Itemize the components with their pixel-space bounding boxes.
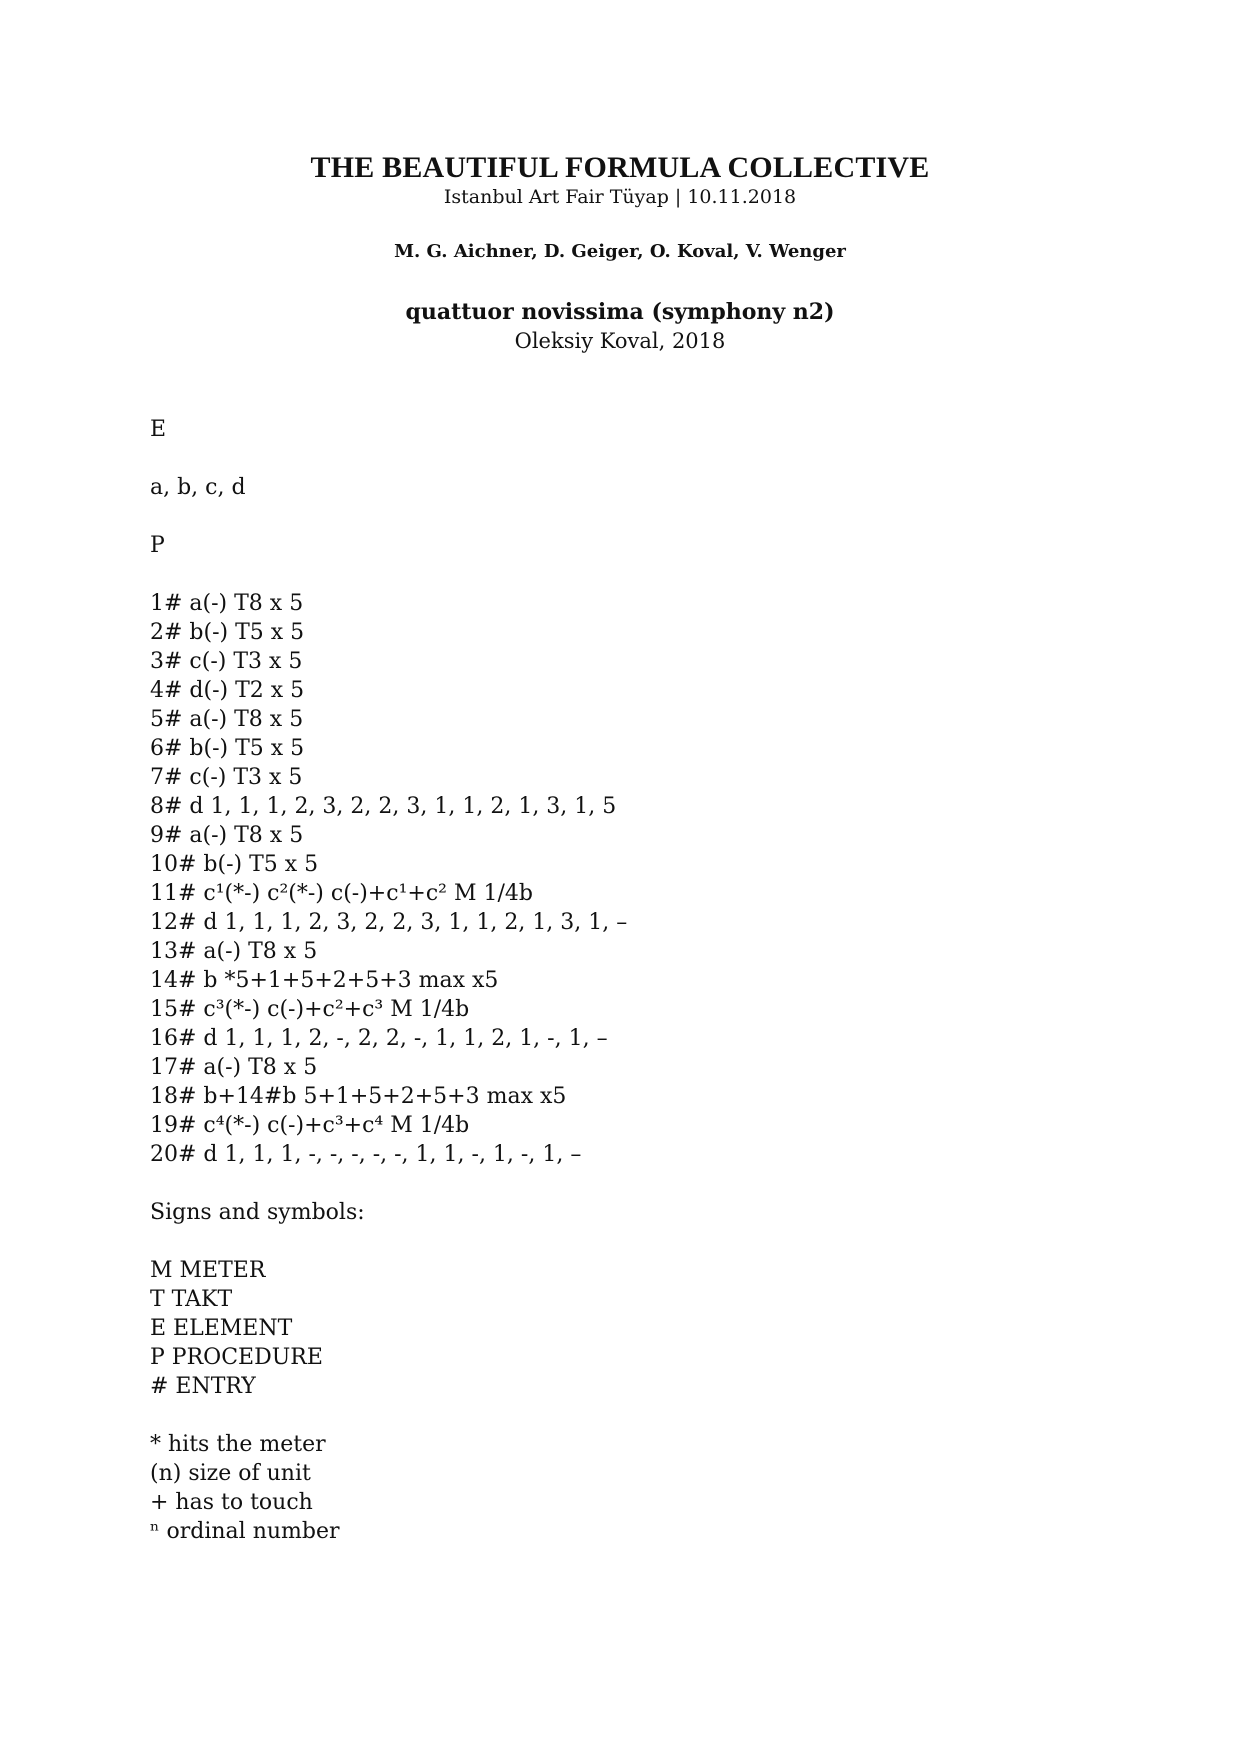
abbreviations-list — [150, 1256, 1150, 1401]
procedure-entry: 11# c¹(*-) c²(*-) c(-)+c¹+c² M 1/4b — [150, 881, 533, 906]
procedure-entry: 1# a(-) T8 x 5 — [150, 591, 304, 616]
abbreviation-item: M METER — [150, 1258, 266, 1283]
work-title: quattuor novissima (symphony n2) — [405, 299, 835, 325]
procedure-list — [150, 589, 1150, 1169]
elements-list: a, b, c, d — [150, 475, 246, 500]
element-heading-block — [150, 415, 1150, 444]
abbreviation-item: E ELEMENT — [150, 1316, 293, 1341]
procedure-entry: 20# d 1, 1, 1, -, -, -, -, -, 1, 1, -, 1, -, 1, – — [150, 1142, 582, 1167]
abbreviation-item: P PROCEDURE — [150, 1345, 323, 1370]
work-author: Oleksiy Koval, 2018 — [514, 329, 726, 353]
procedure-entry: 13# a(-) T8 x 5 — [150, 939, 318, 964]
procedure-entry: 17# a(-) T8 x 5 — [150, 1055, 318, 1080]
procedure-entry: 4# d(-) T2 x 5 — [150, 678, 305, 703]
procedure-entry: 7# c(-) T3 x 5 — [150, 765, 303, 790]
element-heading: E — [150, 417, 167, 442]
abbreviation-item: T TAKT — [150, 1287, 233, 1312]
formula-content — [150, 415, 1150, 1575]
symbol-item: * hits the meter — [150, 1432, 326, 1457]
symbols-list — [150, 1430, 1150, 1546]
elements-block — [150, 473, 1150, 502]
procedure-entry: 9# a(-) T8 x 5 — [150, 823, 304, 848]
procedure-entry: 19# c⁴(*-) c(-)+c³+c⁴ M 1/4b — [150, 1113, 470, 1138]
procedure-entry: 2# b(-) T5 x 5 — [150, 620, 305, 645]
procedure-entry: 5# a(-) T8 x 5 — [150, 707, 304, 732]
document-title: THE BEAUTIFUL FORMULA COLLECTIVE — [310, 151, 930, 184]
procedure-entry: 16# d 1, 1, 1, 2, -, 2, 2, -, 1, 1, 2, 1, -, 1, – — [150, 1026, 608, 1051]
signs-heading-block — [150, 1198, 1150, 1227]
procedure-heading-block — [150, 531, 1150, 560]
procedure-entry: 6# b(-) T5 x 5 — [150, 736, 305, 761]
procedure-entry: 3# c(-) T3 x 5 — [150, 649, 303, 674]
procedure-entry: 12# d 1, 1, 1, 2, 3, 2, 2, 3, 1, 1, 2, 1, 3, 1, – — [150, 910, 628, 935]
symbol-item: ⁿ ordinal number — [150, 1519, 340, 1544]
procedure-entry: 14# b *5+1+5+2+5+3 max x5 — [150, 968, 499, 993]
authors-line: M. G. Aichner, D. Geiger, O. Koval, V. Wenger — [394, 241, 846, 262]
procedure-entry: 10# b(-) T5 x 5 — [150, 852, 319, 877]
procedure-entry: 15# c³(*-) c(-)+c²+c³ M 1/4b — [150, 997, 470, 1022]
event-line: Istanbul Art Fair Tüyap | 10.11.2018 — [443, 186, 797, 208]
symbol-item: (n) size of unit — [150, 1461, 311, 1486]
symbol-item: + has to touch — [150, 1490, 313, 1515]
procedure-heading: P — [150, 533, 165, 558]
signs-heading: Signs and symbols: — [150, 1200, 365, 1225]
abbreviation-item: # ENTRY — [150, 1374, 256, 1399]
procedure-entry: 8# d 1, 1, 1, 2, 3, 2, 2, 3, 1, 1, 2, 1, 3, 1, 5 — [150, 794, 617, 819]
procedure-entry: 18# b+14#b 5+1+5+2+5+3 max x5 — [150, 1084, 567, 1109]
